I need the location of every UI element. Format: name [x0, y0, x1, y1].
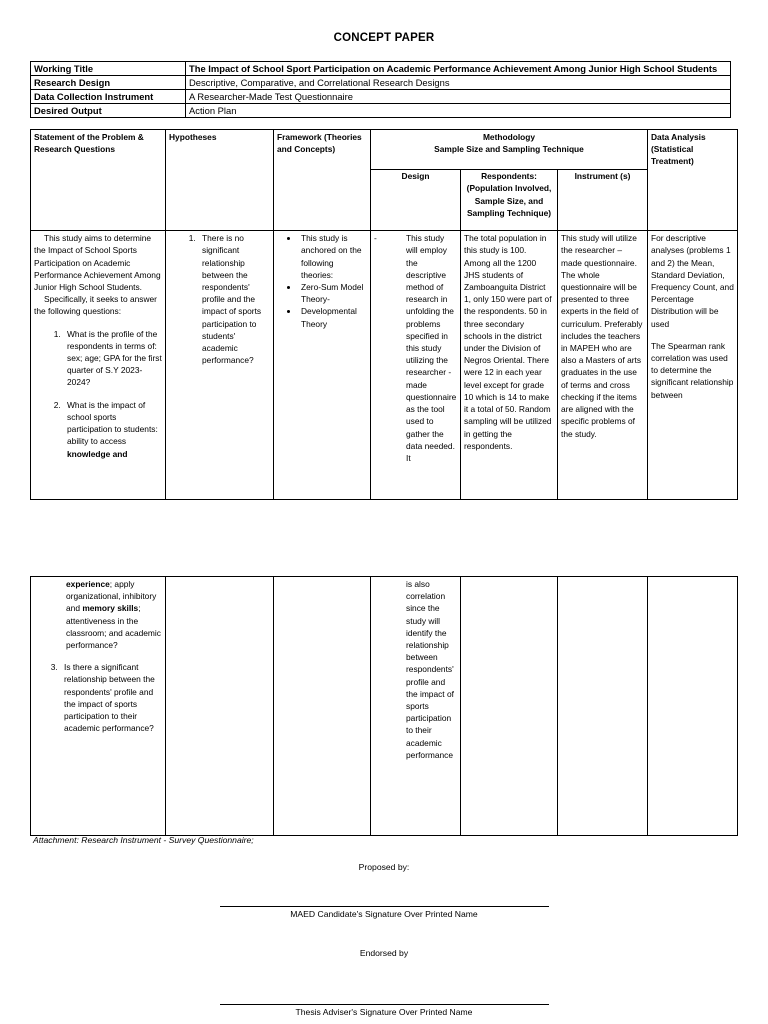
analysis-correlation: The Spearman rank correlation was used to determine the significant relationship between: [651, 340, 734, 400]
problem-cell: [31, 231, 166, 500]
attachment-note: Attachment: Research Instrument - Survey Questionnaire;: [33, 835, 254, 845]
candidate-signature-line: [220, 906, 549, 907]
info-value: Action Plan: [186, 104, 731, 118]
research-question-3: 3. Is there a significant relationship between the respondents' profile and the impact of sports participation to their academic performance?: [60, 661, 162, 734]
research-question-1: 1. What is the profile of the respondents in terms of: sex; age; GPA for the first quarter of S.Y 2023-2024?: [63, 328, 162, 389]
header-respondents: Respondents: (Population Involved, Sample Size, and Sampling Technique): [461, 170, 558, 231]
info-row-desired-output: [31, 104, 731, 118]
question-text-bold: experience: [66, 579, 110, 589]
info-row-instrument: [31, 90, 731, 104]
instrument-cell-cont: [558, 577, 648, 836]
candidate-signature-caption: MAED Candidate's Signature Over Printed Name: [290, 909, 478, 919]
framework-cell-cont: [274, 577, 371, 836]
info-value: Descriptive, Comparative, and Correlational Research Designs: [186, 76, 731, 90]
info-key: Data Collection Instrument: [31, 90, 186, 104]
header-instrument: Instrument (s): [558, 170, 648, 231]
question-text-bold: knowledge and: [67, 448, 128, 459]
framework-theory-2: • Developmental Theory: [299, 305, 367, 329]
dash-marker: -: [374, 233, 377, 244]
respondents-cell: The total population in this study is 100. Among all the 1200 JHS students of Zamboanguita District 1, only 150 were part of the respondents. 50 in three secondary schools in the district under the Division of Negros Oriental. There were 12 in each year level except for grade 10 which is 14 to make it a total of 50. Random sampling will be utilized in getting the respondents.: [461, 231, 558, 500]
design-cell-cont: is also correlation since the study will identify the relationship between respondents' profile and the impact of sports participation to their academic performance: [371, 577, 461, 836]
page-title: CONCEPT PAPER: [333, 32, 435, 44]
info-row-working-title: [31, 62, 731, 76]
info-value: A Researcher-Made Test Questionnaire: [186, 90, 731, 104]
concept-table-part-2: [30, 576, 738, 836]
analysis-cell: [648, 231, 738, 500]
header-framework: Framework (Theories and Concepts): [274, 130, 371, 231]
info-key: Research Design: [31, 76, 186, 90]
framework-intro: • This study is anchored on the following theories:: [299, 232, 367, 281]
header-design: Design: [371, 170, 461, 231]
hypotheses-list: [169, 232, 270, 366]
respondents-cell-cont: [461, 577, 558, 836]
header-data-analysis: Data Analysis (Statistical Treatment): [648, 130, 738, 231]
hypotheses-cell-cont: [166, 577, 274, 836]
research-question-2-cont: [66, 578, 162, 651]
research-questions-list: [34, 328, 162, 460]
problem-intro-2: Specifically, it seeks to answer the following questions:: [34, 294, 157, 317]
methodology-label: Methodology: [482, 132, 536, 142]
adviser-signature-caption: Thesis Adviser's Signature Over Printed Name: [295, 1007, 473, 1017]
proposed-by-label: Proposed by:: [358, 862, 410, 872]
research-question-2: [63, 399, 162, 460]
problem-cell-cont: [31, 577, 166, 836]
info-key: Desired Output: [31, 104, 186, 118]
info-key: Working Title: [31, 62, 186, 76]
analysis-cell-cont: [648, 577, 738, 836]
framework-list: [277, 232, 367, 330]
instrument-cell: This study will utilize the researcher – made questionnaire. The whole questionnaire will be presented to three experts in the field of curriculum. Preferably includes the teachers in MAPEH who are also a Masters of arts graduates in the use of terms and cross checking if the items are aligned with the specific problems of the study.: [558, 231, 648, 500]
info-table: [30, 61, 731, 118]
framework-cell: [274, 231, 371, 500]
endorsed-by-label: Endorsed by: [359, 948, 409, 958]
problem-intro: This study aims to determine the Impact of School Sports Participation on Academic Performance Achievement Among Junior High School Students.: [34, 233, 161, 293]
methodology-sub-label: Sample Size and Sampling Technique: [434, 144, 584, 155]
info-value: The Impact of School Sport Participation on Academic Performance Achievement Among Junior High School Students: [186, 62, 731, 76]
framework-theory-1: • Zero-Sum Model Theory-: [299, 281, 367, 305]
hypotheses-cell: [166, 231, 274, 500]
design-text: This study will employ the descriptive method of research in unfolding the problems specified in this study utilizing the researcher - made questionnaire as the tool used to gather the data needed. It: [406, 233, 457, 463]
header-hypotheses: Hypotheses: [166, 130, 274, 231]
header-methodology: [371, 130, 648, 170]
analysis-descriptive: For descriptive analyses (problems 1 and 2) the Mean, Standard Deviation, Frequency Count, and Percentage Distribution will be used: [651, 233, 734, 329]
question-text: ; attentiveness in the classroom; and academic performance?: [66, 603, 161, 651]
question-text: What is the impact of school sports participation to students: ability to access: [67, 399, 158, 447]
research-questions-list-cont: [31, 661, 162, 734]
hypothesis-1: 1. There is no significant relationship between the respondents' profile and the impact of sports participation to students' academic performance?: [198, 232, 270, 366]
question-text: ; apply organizational, inhibitory and: [66, 579, 157, 614]
adviser-signature-line: [220, 1004, 549, 1005]
header-problem: Statement of the Problem & Research Questions: [31, 130, 166, 231]
question-text-bold: memory skills: [82, 603, 139, 614]
info-row-research-design: [31, 76, 731, 90]
design-cell: [371, 231, 461, 500]
concept-table-part-1: [30, 129, 738, 500]
